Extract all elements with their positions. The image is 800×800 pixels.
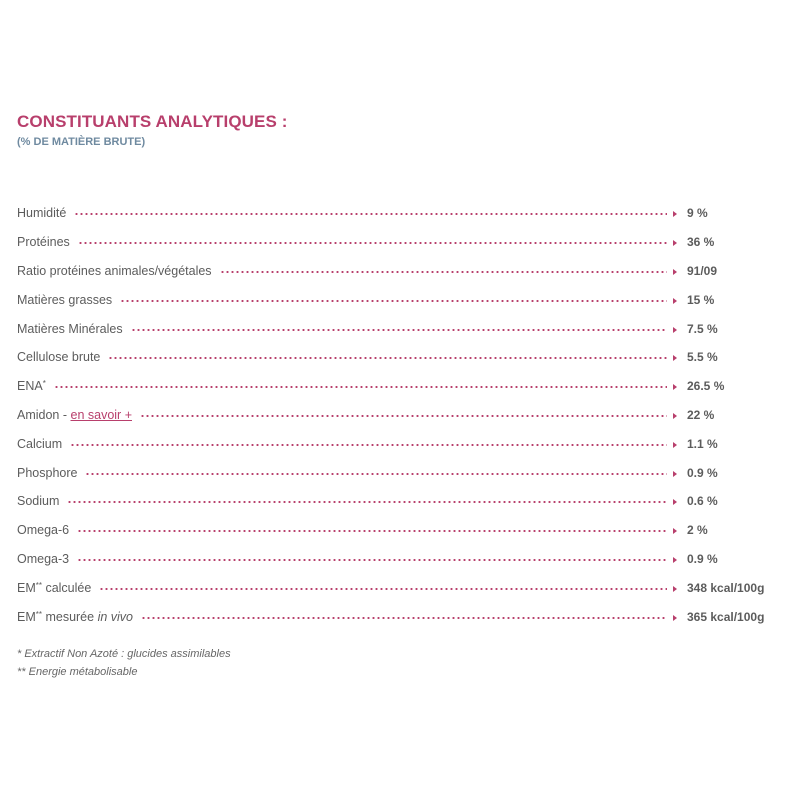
row-label-text: Phosphore: [17, 465, 78, 480]
row-label-text: Protéines: [17, 235, 70, 250]
arrow-right-icon: [673, 471, 677, 477]
row-value: 91/09: [687, 263, 718, 278]
row-label-suffix: calculée: [41, 580, 92, 595]
table-row: [17, 487, 777, 516]
arrow-right-icon: [673, 499, 677, 505]
row-value: 5.5 %: [687, 350, 718, 365]
row-value: 1.1 %: [687, 436, 718, 451]
footnote-marker: *: [42, 379, 46, 389]
row-label-text: Omega-3: [17, 551, 70, 566]
row-label-italic: in vivo: [97, 609, 134, 624]
arrow-right-icon: [673, 298, 677, 304]
section-subtitle: (% DE MATIÈRE BRUTE): [17, 136, 146, 148]
table-row: [17, 257, 777, 286]
row-label-text: Matières Minérales: [17, 321, 123, 336]
dotted-leader: [54, 386, 667, 388]
arrow-right-icon: [673, 442, 677, 448]
row-label: [17, 350, 108, 364]
row-label-text: Sodium: [17, 494, 60, 509]
arrow-right-icon: [673, 240, 677, 246]
row-label: [17, 293, 120, 307]
footnote-em: ** Energie métabolisable: [17, 666, 138, 678]
row-value: 36 %: [687, 235, 715, 250]
table-row: [17, 516, 777, 545]
dotted-leader: [120, 300, 667, 302]
table-row: [17, 545, 777, 574]
row-value: 22 %: [687, 407, 715, 422]
dotted-leader: [99, 588, 667, 590]
row-value: 15 %: [687, 292, 715, 307]
row-label-text: EM: [17, 580, 36, 595]
row-label-text: Calcium: [17, 436, 63, 451]
row-label: [17, 408, 140, 422]
row-label: [17, 610, 141, 624]
row-label: [17, 552, 77, 566]
arrow-right-icon: [673, 327, 677, 333]
row-label: [17, 437, 70, 451]
table-row: [17, 372, 777, 401]
row-label: [17, 206, 74, 220]
row-label-text: Amidon -: [17, 407, 71, 422]
dotted-leader: [220, 271, 667, 273]
table-row: [17, 602, 777, 631]
arrow-right-icon: [673, 557, 677, 563]
footnotes: [17, 648, 231, 684]
row-label-suffix: mesurée: [41, 609, 98, 624]
section-title: CONSTITUANTS ANALYTIQUES :: [17, 112, 288, 131]
analysis-table: [17, 199, 777, 631]
row-label: [17, 322, 131, 336]
row-value: 0.9 %: [687, 551, 718, 566]
footnote-ena: * Extractif Non Azoté : glucides assimilables: [17, 648, 231, 660]
row-label: [17, 235, 78, 249]
dotted-leader: [140, 415, 667, 417]
table-row: [17, 228, 777, 257]
row-value: 7.5 %: [687, 321, 718, 336]
row-label-text: Omega-6: [17, 523, 70, 538]
table-row: [17, 343, 777, 372]
row-label: [17, 264, 220, 278]
row-value: 348 kcal/100g: [687, 580, 765, 595]
arrow-right-icon: [673, 413, 677, 419]
table-row: [17, 199, 777, 228]
arrow-right-icon: [673, 355, 677, 361]
table-row: [17, 285, 777, 314]
arrow-right-icon: [673, 528, 677, 534]
footnote-marker: **: [35, 609, 42, 619]
row-label-text: ENA: [17, 379, 43, 394]
row-label-text: Ratio protéines animales/végétales: [17, 263, 212, 278]
table-row: [17, 429, 777, 458]
row-value: 26.5 %: [687, 379, 725, 394]
row-value: 0.9 %: [687, 465, 718, 480]
row-value: 0.6 %: [687, 494, 718, 509]
dotted-leader: [131, 329, 667, 331]
dotted-leader: [77, 530, 667, 532]
row-label-text: Humidité: [17, 206, 67, 221]
arrow-right-icon: [673, 211, 677, 217]
row-value: 2 %: [687, 523, 708, 538]
dotted-leader: [78, 242, 667, 244]
row-label: [17, 581, 99, 595]
arrow-right-icon: [673, 586, 677, 592]
arrow-right-icon: [673, 615, 677, 621]
table-row: [17, 573, 777, 602]
row-label: [17, 379, 54, 393]
row-label: [17, 466, 85, 480]
table-row: [17, 458, 777, 487]
row-label-text: Matières grasses: [17, 292, 113, 307]
row-value: 9 %: [687, 206, 708, 221]
row-label: [17, 523, 77, 537]
dotted-leader: [85, 473, 667, 475]
learn-more-link[interactable]: en savoir +: [70, 407, 132, 422]
dotted-leader: [74, 213, 667, 215]
dotted-leader: [70, 444, 667, 446]
row-label-text: EM: [17, 609, 36, 624]
row-label: [17, 494, 67, 508]
arrow-right-icon: [673, 384, 677, 390]
footnote-marker: **: [35, 580, 42, 590]
dotted-leader: [67, 501, 667, 503]
row-label-text: Cellulose brute: [17, 350, 101, 365]
row-value: 365 kcal/100g: [687, 609, 765, 624]
dotted-leader: [77, 559, 667, 561]
table-row: [17, 314, 777, 343]
table-row: [17, 401, 777, 430]
arrow-right-icon: [673, 269, 677, 275]
dotted-leader: [108, 357, 667, 359]
dotted-leader: [141, 617, 667, 619]
